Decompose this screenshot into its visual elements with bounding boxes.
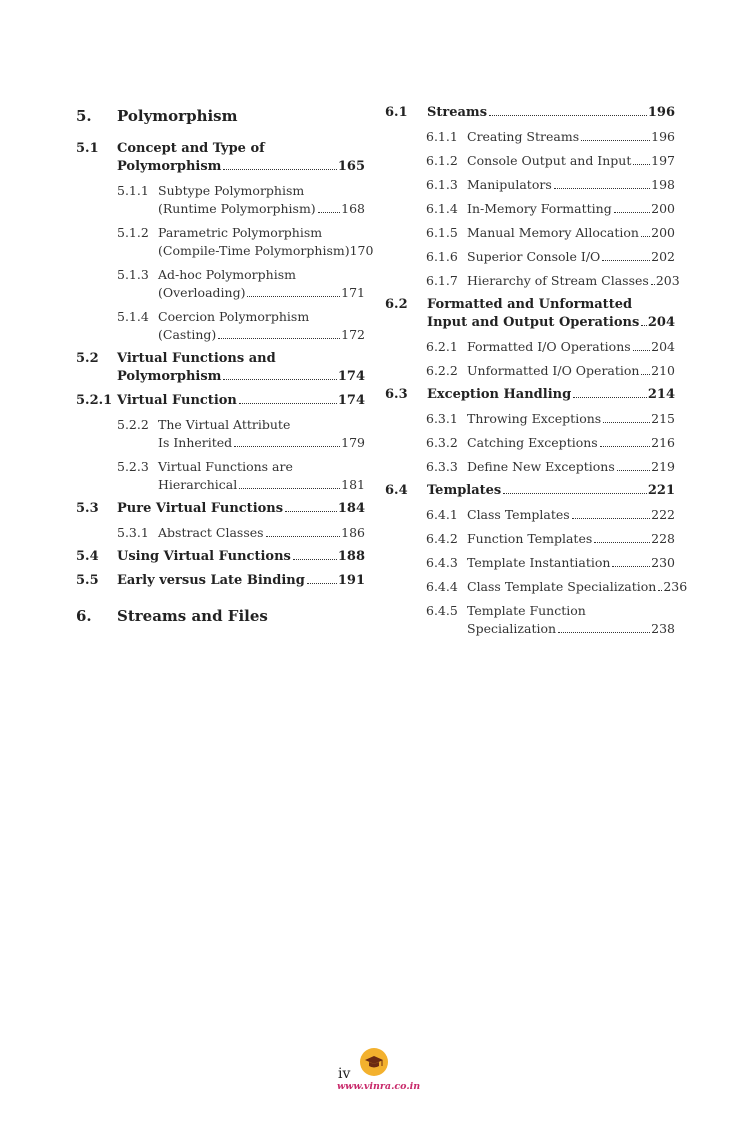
entry-number: 5.1.2 — [117, 225, 149, 240]
entry-title-line — [467, 224, 675, 242]
entry-title-line — [158, 308, 365, 326]
entry-body — [467, 434, 675, 452]
dot-leader — [633, 164, 650, 165]
entry-number: 5.2.3 — [117, 459, 149, 474]
page-number: 174 — [337, 393, 365, 408]
entry-title-line — [158, 458, 365, 476]
toc-section-entry[interactable] — [76, 500, 365, 518]
toc-subsection-entry[interactable] — [385, 200, 675, 218]
chapter-heading — [76, 106, 365, 126]
toc-subsection-entry[interactable] — [385, 578, 688, 596]
toc-subsection-entry[interactable] — [385, 530, 675, 548]
entry-body — [427, 482, 675, 500]
entry-number: 6.2 — [385, 297, 408, 312]
dot-leader — [558, 632, 650, 633]
dot-leader — [614, 212, 650, 213]
entry-title-line — [467, 530, 675, 548]
page-number: 204 — [647, 315, 675, 330]
entry-body — [467, 224, 675, 242]
entry-title-text: Manual Memory Allocation — [467, 225, 639, 240]
dot-leader — [554, 188, 650, 189]
page-number: 215 — [651, 411, 675, 426]
entry-body — [467, 458, 675, 476]
entry-body — [467, 338, 675, 356]
entry-body — [158, 308, 365, 344]
dot-leader — [223, 379, 336, 380]
entry-title-line — [117, 350, 365, 368]
entry-number: 5.1.4 — [117, 309, 149, 324]
entry-number: 6.3.2 — [426, 435, 458, 450]
entry-body — [117, 500, 365, 518]
toc-subsection-entry[interactable] — [385, 410, 675, 428]
toc-section-entry[interactable] — [76, 548, 365, 566]
dot-leader — [572, 518, 650, 519]
entry-number: 5.4 — [76, 549, 99, 564]
entry-number: 5.3 — [76, 501, 99, 516]
dot-leader — [633, 350, 650, 351]
website-link[interactable]: www.vinra.co.in — [337, 1081, 421, 1092]
page-number: 238 — [651, 621, 675, 636]
entry-title-line — [117, 140, 365, 158]
entry-title-text: Hierarchical — [158, 477, 238, 492]
entry-title-line — [117, 368, 365, 386]
entry-title-line — [158, 182, 365, 200]
entry-number: 6.1.2 — [426, 153, 458, 168]
dot-leader — [489, 115, 647, 116]
entry-body — [467, 200, 675, 218]
entry-title-line — [467, 410, 675, 428]
entry-number: 6.1 — [385, 105, 408, 120]
entry-title-text: Streams — [427, 105, 488, 120]
toc-subsection-entry[interactable] — [385, 362, 675, 380]
toc-subsection-entry[interactable] — [385, 176, 675, 194]
dot-leader — [602, 260, 650, 261]
entry-title-text: Class Templates — [467, 507, 570, 522]
toc-subsection-entry[interactable] — [76, 524, 365, 542]
entry-title-text: Using Virtual Functions — [117, 549, 291, 564]
toc-section-entry[interactable] — [76, 572, 365, 590]
entry-title-line — [467, 272, 680, 290]
toc-subsection-entry[interactable] — [76, 182, 365, 218]
page-number: 165 — [337, 159, 365, 174]
entry-number: 6.4.5 — [426, 603, 458, 618]
entry-title-line — [158, 266, 365, 284]
entry-title-text: (Casting) — [158, 327, 217, 342]
entry-title-text: Throwing Exceptions — [467, 411, 602, 426]
page-number: 221 — [647, 483, 675, 498]
dot-leader — [573, 397, 647, 398]
entry-number: 6.2.2 — [426, 363, 458, 378]
entry-title-line — [427, 296, 675, 314]
dot-leader — [239, 403, 337, 404]
entry-body — [158, 458, 365, 494]
entry-title-text: Templates — [427, 483, 502, 498]
entry-body — [467, 248, 675, 266]
entry-number: 5.5 — [76, 573, 99, 588]
entry-body — [158, 524, 365, 542]
toc-section-entry[interactable] — [76, 140, 365, 176]
toc-section-entry[interactable] — [76, 350, 365, 386]
entry-title-text: Subtype Polymorphism — [158, 183, 305, 198]
dot-leader — [218, 338, 340, 339]
entry-number: 6.1.7 — [426, 273, 458, 288]
entry-number: 6.1.3 — [426, 177, 458, 192]
page-number: 200 — [651, 225, 675, 240]
page-number: 196 — [647, 105, 675, 120]
dot-leader — [307, 583, 337, 584]
entry-title-text: Parametric Polymorphism — [158, 225, 323, 240]
entry-title-text: Creating Streams — [467, 129, 580, 144]
toc-subsection-entry[interactable] — [385, 248, 675, 266]
entry-body — [467, 152, 675, 170]
toc-section-entry[interactable] — [385, 386, 675, 404]
entry-title-text: (Compile-Time Polymorphism) — [158, 243, 350, 258]
entry-title-text: Unformatted I/O Operation — [467, 363, 640, 378]
page-number: 228 — [651, 531, 675, 546]
entry-title-line — [467, 602, 675, 620]
entry-body — [117, 572, 365, 590]
entry-number: 6.1.4 — [426, 201, 458, 216]
entry-body — [117, 350, 365, 386]
chapter-title: Polymorphism — [117, 107, 238, 125]
toc-subsection-entry[interactable] — [385, 338, 675, 356]
entry-title-text: (Runtime Polymorphism) — [158, 201, 316, 216]
entry-title-text: Template Function — [467, 603, 586, 618]
toc-subsection-entry[interactable] — [76, 308, 365, 344]
entry-title-text: Is Inherited — [158, 435, 233, 450]
page-number: 216 — [651, 435, 675, 450]
entry-title-line — [467, 200, 675, 218]
dot-leader — [266, 536, 341, 537]
entry-title-line — [467, 152, 675, 170]
entry-body — [117, 140, 365, 176]
toc-left-column — [76, 104, 374, 640]
entry-number: 6.3.3 — [426, 459, 458, 474]
entry-title-line — [427, 314, 675, 332]
page-number: 186 — [341, 525, 365, 540]
entry-title-line — [467, 458, 675, 476]
page-number: 214 — [647, 387, 675, 402]
entry-title-text: Input and Output Operations — [427, 315, 640, 330]
entry-title-line — [467, 248, 675, 266]
entry-title-text: Coercion Polymorphism — [158, 309, 310, 324]
page-number: 204 — [651, 339, 675, 354]
entry-title-text: In-Memory Formatting — [467, 201, 612, 216]
entry-number: 5.2 — [76, 351, 99, 366]
entry-title-line — [467, 362, 675, 380]
entry-number: 5.2.1 — [76, 393, 113, 408]
entry-number: 5.1.1 — [117, 183, 149, 198]
entry-title-line — [467, 128, 675, 146]
dot-leader — [641, 236, 650, 237]
page-number: 168 — [341, 201, 365, 216]
page-footer — [0, 1048, 750, 1098]
dot-leader — [658, 590, 662, 591]
entry-title-line — [117, 500, 365, 518]
entry-title-line — [427, 104, 675, 122]
entry-body — [117, 548, 365, 566]
entry-title-line — [467, 620, 675, 638]
entry-body — [158, 416, 365, 452]
entry-number: 5.2.2 — [117, 417, 149, 432]
dot-leader — [581, 140, 650, 141]
entry-title-line — [467, 578, 688, 596]
page-number: 179 — [341, 435, 365, 450]
chapter-number: 6. — [76, 607, 92, 625]
entry-number: 5.1 — [76, 141, 99, 156]
entry-body — [117, 392, 365, 410]
toc-section-entry[interactable] — [385, 104, 675, 122]
entry-title-text: Superior Console I/O — [467, 249, 601, 264]
chapter-number: 5. — [76, 107, 92, 125]
entry-body — [427, 296, 675, 332]
entry-body — [467, 506, 675, 524]
dot-leader — [603, 422, 650, 423]
entry-body — [467, 272, 680, 290]
entry-title-text: Polymorphism — [117, 159, 222, 174]
entry-body — [158, 224, 374, 260]
entry-title-line — [158, 200, 365, 218]
dot-leader — [594, 542, 650, 543]
page-number: 236 — [663, 579, 688, 594]
entry-body — [467, 362, 675, 380]
entry-body — [467, 578, 688, 596]
entry-title-line — [117, 572, 365, 590]
entry-title-text: Concept and Type of — [117, 141, 265, 156]
page-number: 188 — [337, 549, 365, 564]
entry-title-line — [467, 554, 675, 572]
toc-subsection-entry[interactable] — [76, 416, 365, 452]
entry-body — [467, 602, 675, 638]
entry-number: 6.3.1 — [426, 411, 458, 426]
entry-title-text: Virtual Functions are — [158, 459, 293, 474]
dot-leader — [600, 446, 650, 447]
entry-title-line — [467, 434, 675, 452]
entry-title-line — [467, 506, 675, 524]
page-number: 171 — [341, 285, 365, 300]
page-number: 181 — [341, 477, 365, 492]
page-number: 197 — [651, 153, 675, 168]
entry-title-line — [427, 482, 675, 500]
dot-leader — [651, 284, 655, 285]
entry-title-line — [158, 224, 365, 242]
toc-section-entry[interactable] — [385, 296, 675, 332]
entry-title-text: Class Template Specialization — [467, 579, 657, 594]
dot-leader — [503, 493, 647, 494]
dot-leader — [641, 374, 650, 375]
entry-title-line — [117, 158, 365, 176]
toc-subsection-entry[interactable] — [385, 506, 675, 524]
toc-subsection-entry[interactable] — [385, 152, 675, 170]
entry-title-text: Console Output and Input — [467, 153, 632, 168]
entry-number: 6.3 — [385, 387, 408, 402]
entry-number: 6.4.1 — [426, 507, 458, 522]
entry-title-text: Template Instantiation — [467, 555, 611, 570]
entry-title-line — [158, 326, 365, 344]
entry-title-text: Polymorphism — [117, 369, 222, 384]
entry-title-text: Manipulators — [467, 177, 552, 192]
entry-number: 6.1.5 — [426, 225, 458, 240]
toc-section-entry[interactable] — [385, 482, 675, 500]
page-number: 219 — [651, 459, 675, 474]
toc-subsection-entry[interactable] — [76, 458, 365, 494]
dot-leader — [318, 212, 340, 213]
entry-title-line — [117, 392, 365, 410]
entry-title-text: The Virtual Attribute — [158, 417, 291, 432]
entry-title-line — [158, 434, 365, 452]
entry-title-text: Virtual Functions and — [117, 351, 276, 366]
entry-title-text: Early versus Late Binding — [117, 573, 305, 588]
entry-title-text: Formatted I/O Operations — [467, 339, 631, 354]
entry-body — [158, 182, 365, 218]
entry-title-text: (Overloading) — [158, 285, 246, 300]
toc-subsection-entry[interactable] — [385, 434, 675, 452]
entry-title-line — [117, 548, 365, 566]
page-number: 210 — [651, 363, 675, 378]
entry-title-text: Pure Virtual Functions — [117, 501, 284, 516]
dot-leader — [247, 296, 340, 297]
page-number: 172 — [341, 327, 365, 342]
entry-number: 6.2.1 — [426, 339, 458, 354]
entry-title-line — [158, 416, 365, 434]
page-number: iv — [338, 1066, 351, 1082]
toc-subsection-entry[interactable] — [385, 224, 675, 242]
toc-subsection-entry[interactable] — [385, 128, 675, 146]
chapter-heading — [76, 606, 365, 626]
entry-title-text: Define New Exceptions — [467, 459, 615, 474]
dot-leader — [285, 511, 337, 512]
toc-subsection-entry[interactable] — [76, 224, 374, 260]
dot-leader — [234, 446, 340, 447]
entry-number: 6.4.2 — [426, 531, 458, 546]
entry-title-line — [158, 476, 365, 494]
entry-number: 5.1.3 — [117, 267, 149, 282]
page-number: 198 — [651, 177, 675, 192]
toc-subsection-entry[interactable] — [385, 554, 675, 572]
entry-number: 5.3.1 — [117, 525, 149, 540]
toc-subsection-entry[interactable] — [385, 602, 675, 638]
dot-leader — [223, 169, 336, 170]
page-number: 222 — [651, 507, 675, 522]
entry-body — [467, 410, 675, 428]
page-number: 191 — [337, 573, 365, 588]
toc-subsection-entry[interactable] — [76, 266, 365, 302]
entry-title-text: Function Templates — [467, 531, 593, 546]
entry-body — [158, 266, 365, 302]
entry-title-line — [427, 386, 675, 404]
dot-leader — [293, 559, 337, 560]
page-number: 184 — [337, 501, 365, 516]
entry-title-text: Catching Exceptions — [467, 435, 598, 450]
entry-title-text: Formatted and Unformatted — [427, 297, 633, 312]
page-number: 174 — [337, 369, 365, 384]
page-number: 196 — [651, 129, 675, 144]
entry-number: 6.1.6 — [426, 249, 458, 264]
entry-number: 6.4.3 — [426, 555, 458, 570]
toc-right-column — [385, 104, 688, 644]
dot-leader — [239, 488, 340, 489]
page-number: 170 — [349, 243, 374, 258]
entry-title-line — [158, 284, 365, 302]
entry-body — [467, 530, 675, 548]
entry-number: 6.4 — [385, 483, 408, 498]
entry-title-text: Specialization — [467, 621, 557, 636]
page-number: 230 — [651, 555, 675, 570]
entry-body — [467, 554, 675, 572]
entry-body — [467, 176, 675, 194]
entry-title-line — [158, 242, 374, 260]
entry-title-text: Hierarchy of Stream Classes — [467, 273, 649, 288]
dot-leader — [641, 325, 647, 326]
entry-title-line — [467, 176, 675, 194]
dot-leader — [617, 470, 650, 471]
dot-leader — [612, 566, 650, 567]
entry-title-text: Virtual Function — [117, 393, 237, 408]
entry-body — [427, 386, 675, 404]
toc-section-entry[interactable] — [76, 392, 365, 410]
page-number: 203 — [655, 273, 680, 288]
entry-body — [467, 128, 675, 146]
entry-title-text: Abstract Classes — [158, 525, 264, 540]
entry-title-line — [467, 338, 675, 356]
entry-number: 6.4.4 — [426, 579, 458, 594]
entry-title-line — [158, 524, 365, 542]
page-number: 202 — [651, 249, 675, 264]
entry-title-text: Ad-hoc Polymorphism — [158, 267, 296, 282]
toc-subsection-entry[interactable] — [385, 272, 680, 290]
toc-subsection-entry[interactable] — [385, 458, 675, 476]
chapter-title: Streams and Files — [117, 607, 268, 625]
entry-title-text: Exception Handling — [427, 387, 572, 402]
entry-body — [427, 104, 675, 122]
entry-number: 6.1.1 — [426, 129, 458, 144]
page-number: 200 — [651, 201, 675, 216]
graduation-cap-icon — [360, 1048, 388, 1076]
